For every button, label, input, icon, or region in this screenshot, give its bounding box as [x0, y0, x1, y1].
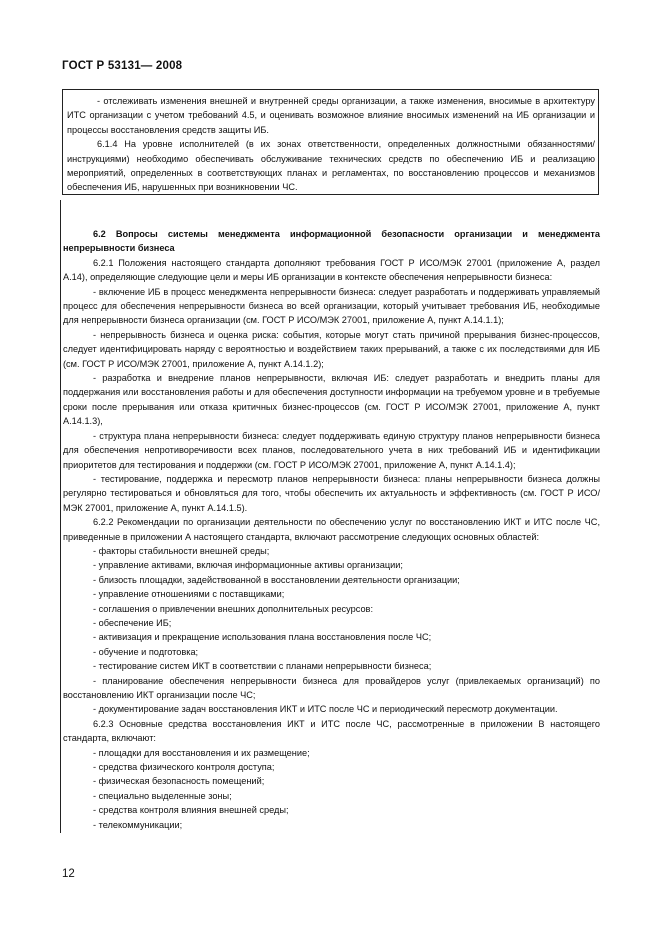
- list-item: - разработка и внедрение планов непрерывности, включая ИБ: следует разработать и внедрить планы для поддержания или восстановления работы и для обеспечения доступности информации на требуемом уровне и в требуемые сроки после прерывания или отказа критичных бизнес-процессов (см. ГОСТ Р ИСО/МЭК 27001, приложение А, пункт А.14.1.3),: [63, 373, 600, 427]
- list-item: - средства контроля влияния внешней среды;: [93, 805, 289, 816]
- boxed-paragraph: 6.1.4 На уровне исполнителей (в их зонах ответственности, определенных должностными обязанностями/инструкциями) необходимо обеспечивать обслуживание технических средств по обеспечению ИБ и реализацию мероприятий, определенных в соответствующих планах и регламентах, по восстановлению процессов и механизмов обеспечения ИБ, нарушенных при возникновении ЧС.: [67, 139, 595, 193]
- list-item: - управление отношениями с поставщиками;: [93, 589, 285, 600]
- list-item: - специально выделенные зоны;: [93, 790, 232, 801]
- list-item: - активизация и прекращение использования плана восстановления после ЧС;: [93, 632, 432, 643]
- list-item: - планирование обеспечения непрерывности бизнеса для провайдеров услуг (привлекаемых организаций) по восстановлению ИКТ организации после ЧС;: [63, 675, 600, 700]
- list-item: - факторы стабильности внешней среды;: [93, 545, 270, 556]
- document-code-header: ГОСТ Р 53131— 2008: [62, 60, 183, 72]
- list-item: - близость площадки, задействованной в восстановлении деятельности организации;: [93, 574, 460, 585]
- paragraph: 6.2.3 Основные средства восстановления ИКТ и ИТС после ЧС, рассмотренные в приложении В настоящего стандарта, включают:: [63, 718, 600, 744]
- section-heading: 6.2 Вопросы системы менеджмента информационной безопасности организации и менеджмента непрерывности бизнеса: [63, 229, 600, 254]
- list-item: - обеспечение ИБ;: [93, 617, 172, 628]
- list-item: - включение ИБ в процесс менеджмента непрерывности бизнеса: следует разработать и поддерживать управляемый процесс для обеспечения непрерывности бизнеса во всей организации, который учитывает требования ИБ, необходимые для непрерывности бизнеса организации (см. ГОСТ Р ИСО/МЭК 27001, приложение А, пункт А.14.1.1);: [63, 286, 600, 326]
- paragraph: 6.2.2 Рекомендации по организации деятельности по обеспечению услуг по восстановлению ИКТ и ИТС после ЧС, приведенные в приложении А настоящего стандарта, включают рассмотрение следующих основных областей:: [63, 517, 600, 542]
- list-item: - соглашения о привлечении внешних дополнительных ресурсов:: [93, 603, 373, 614]
- change-margin-bar: [60, 200, 61, 833]
- paragraph: 6.2.1 Положения настоящего стандарта дополняют требования ГОСТ Р ИСО/МЭК 27001 (приложение А, раздел А.14), определяющие следующие цели и меры ИБ организации в контексте обеспечения непрерывности бизнеса:: [63, 257, 600, 283]
- list-item: - телекоммуникации;: [93, 819, 183, 830]
- boxed-text-block: [67, 94, 595, 195]
- list-item: - обучение и подготовка;: [93, 646, 199, 657]
- list-item: - тестирование, поддержка и пересмотр планов непрерывности бизнеса: планы непрерывности бизнеса должны регулярно тестироваться и обновляться для того, чтобы обеспечить их актуальность и эффективность (см. ГОСТ Р ИСО/МЭК 27001, приложение А, пункт А.14.1.5).: [63, 473, 600, 513]
- list-item: - структура плана непрерывности бизнеса: следует поддерживать единую структуру планов непрерывности бизнеса для обеспечения непротиворечивости всех планов, последовательного учета в них требований ИБ и идентификации приоритетов для тестирования и поддержки (см. ГОСТ Р ИСО/МЭК 27001, приложение А, пункт А.14.1.4);: [63, 430, 600, 470]
- list-item: - физическая безопасность помещений;: [93, 776, 265, 787]
- section-6-2: [63, 227, 600, 832]
- list-item: - документирование задач восстановления ИКТ и ИТС после ЧС и периодический пересмотр документации.: [93, 704, 558, 715]
- page-number: 12: [62, 868, 75, 880]
- list-item: - непрерывность бизнеса и оценка риска: события, которые могут стать причиной прерывания бизнес-процессов, следует идентифицировать наряду с вероятностью и воздействием таких прерываний, а также с их последствиями для ИБ (см. ГОСТ Р ИСО/МЭК 27001, приложение А, пункт А.14.1.2);: [63, 329, 600, 369]
- boxed-paragraph: - отслеживать изменения внешней и внутренней среды организации, а также изменения, вносимые в архитектуру ИТС организации с учетом требований 4.5, и оценивать возможное влияние вносимых изменений на ИБ организации и процессы восстановления средств защиты ИБ.: [67, 96, 595, 135]
- list-item: - тестирование систем ИКТ в соответствии с планами непрерывности бизнеса;: [93, 661, 432, 672]
- list-item: - управление активами, включая информационные активы организации;: [93, 560, 403, 571]
- list-item: - средства физического контроля доступа;: [93, 762, 275, 773]
- list-item: - площадки для восстановления и их размещение;: [93, 747, 310, 758]
